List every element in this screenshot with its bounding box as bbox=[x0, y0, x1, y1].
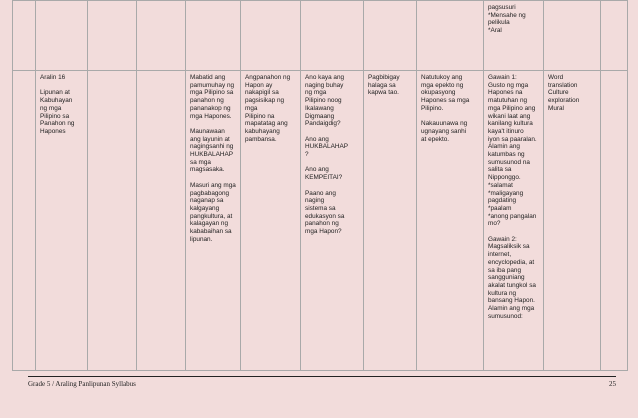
cell-line: Aralin 16 bbox=[40, 74, 66, 81]
cell-line: pagsisikap ng mga bbox=[245, 97, 285, 112]
cell-line: sumusunod na bbox=[488, 158, 530, 166]
cell-line: kalgayang bbox=[190, 204, 220, 212]
cell bbox=[13, 1, 36, 71]
cell-line: Word bbox=[548, 74, 564, 81]
cell-line: Alamin ang mga bbox=[488, 305, 535, 313]
cell-line: Ikalawang bbox=[305, 104, 334, 112]
cell-line: *maligayang bbox=[488, 189, 524, 197]
cell bbox=[13, 71, 36, 371]
cell-line: edukasyon sa bbox=[305, 212, 345, 220]
cell-line: kababaihan sa bbox=[190, 228, 232, 236]
cell-line: Mural bbox=[548, 104, 564, 112]
cell-line: Alamin ang bbox=[488, 143, 520, 151]
cell bbox=[88, 1, 137, 71]
cell-line: nakapigil sa bbox=[245, 89, 279, 97]
cell-line: kaya't itinuro bbox=[488, 127, 524, 135]
cell bbox=[601, 71, 628, 371]
cell-line: Pandaigdig? bbox=[305, 120, 341, 128]
cell-line bbox=[305, 128, 359, 136]
cell-line: Natutukoy ang bbox=[421, 74, 463, 81]
cell-line: kultura ng bbox=[488, 289, 517, 297]
cell-line: pagbabagong bbox=[190, 189, 230, 197]
cell-line: ng mga bbox=[305, 89, 327, 97]
cell-line: pambansa. bbox=[245, 135, 277, 143]
cell-strategies bbox=[544, 71, 601, 371]
cell-activities bbox=[484, 71, 544, 371]
cell-line: pagsusuri bbox=[488, 4, 516, 11]
table-row-1 bbox=[13, 1, 628, 71]
cell bbox=[601, 1, 628, 71]
cell-line: ugnayang sanhi bbox=[421, 127, 467, 135]
cell-line: akalat tungkol sa bbox=[488, 281, 536, 289]
cell-line: Angpanahon ng bbox=[245, 74, 291, 81]
cell-line: kalagayan ng bbox=[190, 220, 229, 228]
cell-line: Lipunan at bbox=[40, 89, 70, 97]
cell-line: pagdating bbox=[488, 197, 517, 205]
cell bbox=[241, 1, 301, 71]
cell-skills bbox=[417, 71, 484, 371]
cell bbox=[364, 1, 417, 71]
cell-line bbox=[488, 228, 539, 236]
cell bbox=[417, 1, 484, 71]
cell-line: halaga sa bbox=[368, 81, 396, 89]
cell-line: Maunawaan bbox=[190, 127, 225, 135]
cell bbox=[301, 1, 364, 71]
cell-line: Pilipino noog bbox=[305, 97, 342, 105]
cell-line: *paalam bbox=[488, 204, 512, 212]
cell-line: sa mga bbox=[190, 158, 211, 166]
cell-line: salita sa bbox=[488, 166, 512, 174]
cell-line: sumusunod: bbox=[488, 312, 523, 320]
cell-line: kabuhayang bbox=[245, 127, 280, 135]
cell-questions bbox=[301, 71, 364, 371]
cell-line: naging bbox=[305, 197, 325, 205]
cell-line: mga Hapon? bbox=[305, 228, 342, 236]
cell-line: pangkultura, at bbox=[190, 212, 233, 220]
cell-line: Ano ang bbox=[305, 166, 329, 174]
cell-line: panahon ng bbox=[190, 97, 224, 105]
cell-line: kapwa tao. bbox=[368, 89, 399, 97]
cell-line: katumbas ng bbox=[488, 151, 525, 159]
cell-line: naging buhay bbox=[305, 81, 344, 89]
footer-title: Grade 5 / Araling Panlipunan Syllabus bbox=[28, 380, 136, 388]
cell-line: mapatatag ang bbox=[245, 120, 288, 128]
cell-line: sistema sa bbox=[305, 204, 336, 212]
cell-line: lipunan. bbox=[190, 235, 213, 243]
cell-line: Ano kaya ang bbox=[305, 74, 345, 81]
cell-line: panahon ng bbox=[305, 220, 339, 228]
cell-line: *Mensahe ng bbox=[488, 11, 526, 19]
cell-line: matutuhan ng bbox=[488, 97, 528, 105]
cell-line: Pilipino. bbox=[421, 104, 444, 112]
cell-line: Masuri ang mga bbox=[190, 181, 236, 189]
cell-line: translation bbox=[548, 81, 578, 89]
cell-line: kanilang kultura bbox=[488, 120, 533, 128]
cell-line: ang layunin at bbox=[190, 135, 230, 143]
cell-line: magsasaka. bbox=[190, 166, 225, 174]
cell-line: Pagbibigay bbox=[368, 74, 400, 81]
cell-line: Gawain 1: bbox=[488, 74, 517, 81]
cell-line: Ano ang bbox=[305, 135, 329, 143]
cell-line: sangguniang bbox=[488, 274, 525, 282]
cell-line bbox=[421, 113, 479, 121]
page-number: 25 bbox=[609, 380, 616, 388]
cell-line: wikani laat ang bbox=[488, 112, 531, 120]
cell-line: naganap sa bbox=[190, 197, 224, 205]
cell-line: KEMPEITAI? bbox=[305, 174, 343, 182]
cell-line bbox=[190, 120, 236, 128]
cell bbox=[36, 1, 88, 71]
cell-line: okupasyong bbox=[421, 89, 456, 97]
cell-line: Hapones bbox=[40, 127, 66, 135]
cell-objectives bbox=[186, 71, 241, 371]
cell-line: internet, bbox=[488, 251, 512, 259]
cell-line: bansang Hapon. bbox=[488, 297, 535, 305]
cell-line: mga Pilipino sa bbox=[190, 89, 234, 97]
cell bbox=[88, 71, 137, 371]
cell-line: Paano ang bbox=[305, 189, 336, 197]
cell bbox=[137, 1, 186, 71]
cell-line: mga Hapones. bbox=[190, 112, 232, 120]
cell-line: pamumuhay ng bbox=[190, 81, 235, 89]
cell-line: Nipponggo. bbox=[488, 174, 521, 182]
cell-line: mga epekto ng bbox=[421, 81, 464, 89]
cell bbox=[137, 71, 186, 371]
cell-line: *anong pangalan bbox=[488, 212, 537, 220]
cell-line: encyclopedia, at bbox=[488, 258, 535, 266]
cell-line: at epekto. bbox=[421, 135, 450, 143]
cell-evaluation-cont bbox=[484, 1, 544, 71]
cell-line: ? bbox=[305, 151, 309, 159]
cell bbox=[186, 1, 241, 71]
cell-line: Digmaang bbox=[305, 112, 335, 120]
cell-line bbox=[305, 182, 359, 190]
cell-line: HUKBALAHAP bbox=[190, 151, 233, 159]
cell-line: pelikula bbox=[488, 19, 510, 27]
cell bbox=[544, 1, 601, 71]
cell-line: iyon sa paaralan. bbox=[488, 135, 537, 143]
cell-line: Pilipino sa bbox=[40, 112, 70, 120]
cell-line: Nakauunawa ng bbox=[421, 120, 468, 128]
cell-understanding bbox=[241, 71, 301, 371]
cell-line: Hapones na bbox=[488, 89, 523, 97]
cell-line: *salamat bbox=[488, 181, 513, 189]
cell-line: mga Pilipino ang bbox=[488, 104, 536, 112]
table-row-2 bbox=[13, 71, 628, 371]
cell-line: Panahon ng bbox=[40, 120, 75, 128]
cell-line bbox=[40, 82, 83, 90]
cell-line: nagingsanhi ng bbox=[190, 143, 234, 151]
cell-line: Gawain 2: bbox=[488, 235, 517, 243]
cell-line: Kabuhayan bbox=[40, 97, 73, 105]
cell-line: pananakop ng bbox=[190, 104, 231, 112]
cell-line bbox=[190, 174, 236, 182]
cell-line: sa iba pang bbox=[488, 266, 522, 274]
cell-values bbox=[364, 71, 417, 371]
cell-line: Culture bbox=[548, 89, 569, 97]
page-footer bbox=[28, 376, 616, 388]
cell-line: exploration bbox=[548, 97, 580, 105]
cell-topic bbox=[36, 71, 88, 371]
cell-line: Mabatid ang bbox=[190, 74, 226, 81]
cell-line: *Aral bbox=[488, 27, 502, 35]
cell-line: mo? bbox=[488, 220, 501, 228]
cell-line: ng mga bbox=[40, 104, 62, 112]
cell-line: Hapon ay bbox=[245, 81, 273, 89]
cell-line: Hapones sa mga bbox=[421, 97, 470, 105]
syllabus-table bbox=[12, 0, 628, 371]
cell-line: Magsaliksik sa bbox=[488, 243, 530, 251]
cell-line bbox=[305, 159, 359, 167]
cell-line: HUKBALAHAP bbox=[305, 143, 348, 151]
cell-line: Pilipino na bbox=[245, 112, 275, 120]
cell-line: Gusto ng mga bbox=[488, 81, 529, 89]
